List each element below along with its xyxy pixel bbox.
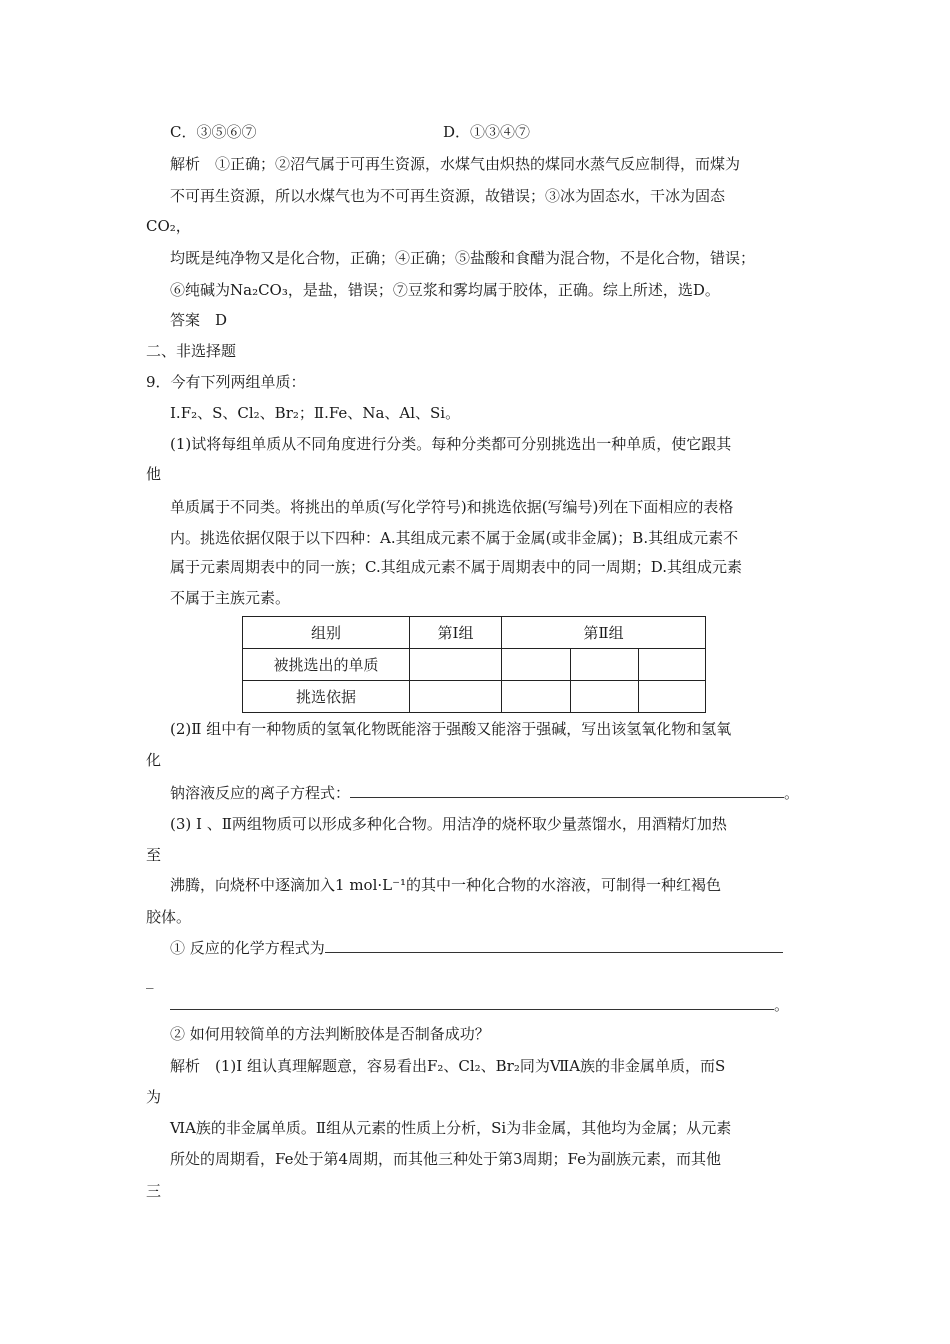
table-row-label: 被挑选出的单质 bbox=[243, 649, 410, 681]
table-header-group: 组别 bbox=[243, 617, 410, 649]
solution-line: ⅥA族的非金属单质。Ⅱ组从元素的性质上分析，Si为非金属，其他均为金属；从元素 bbox=[170, 1119, 732, 1137]
question-part2-line: 化 bbox=[146, 751, 162, 769]
table-header-group-2: 第Ⅱ组 bbox=[502, 617, 706, 649]
answer-cell[interactable] bbox=[639, 681, 706, 713]
question-part3-line: 至 bbox=[146, 846, 162, 864]
solution-line: 所处的周期看，Fe处于第4周期，而其他三种处于第3周期；Fe为副族元素，而其他 bbox=[170, 1150, 722, 1168]
question-part3-line: ② 如何用较简单的方法判断胶体是否制备成功？ bbox=[170, 1025, 490, 1043]
question-part1-line: (1)试将每组单质从不同角度进行分类。每种分类都可分别挑选出一种单质，使它跟其 bbox=[170, 435, 732, 453]
analysis-line: 不可再生资源，所以水煤气也为不可再生资源，故错误；③冰为固态水，干冰为固态 bbox=[170, 187, 726, 205]
question-part3-prompt: ① 反应的化学方程式为 bbox=[170, 939, 325, 957]
analysis-line: 解析 ①正确；②沼气属于可再生资源，水煤气由炽热的煤同水蒸气反应制得，而煤为 bbox=[170, 155, 741, 173]
question-part1-line: 单质属于不同类。将挑出的单质(写化学符号)和挑选依据(写编号)列在下面相应的表格 bbox=[170, 498, 734, 516]
question-part2-line: (2)Ⅱ 组中有一种物质的氢氧化物既能溶于强酸又能溶于强碱，写出该氢氧化物和氢氧 bbox=[170, 720, 732, 738]
answer-cell[interactable] bbox=[502, 649, 571, 681]
question-part3-line: 沸腾，向烧杯中逐滴加入1 mol·L⁻¹的其中一种化合物的水溶液，可制得一种红褐色 bbox=[170, 876, 722, 894]
table-header-group-1: 第Ⅰ组 bbox=[410, 617, 502, 649]
line-continuation: _ bbox=[146, 971, 154, 989]
question-part3-line bbox=[170, 938, 783, 958]
option-d: D．①③④⑦ bbox=[443, 123, 531, 141]
answer-table bbox=[242, 616, 706, 713]
period: 。 bbox=[784, 784, 800, 802]
answer-blank[interactable] bbox=[170, 995, 774, 1010]
question-part2-line bbox=[170, 783, 799, 803]
solution-line: 解析 (1)Ⅰ 组认真理解题意，容易看出F₂、Cl₂、Br₂同为ⅦA族的非金属单质，而S bbox=[170, 1057, 726, 1075]
question-part2-prompt: 钠溶液反应的离子方程式： bbox=[170, 784, 351, 802]
answer-blank[interactable] bbox=[350, 783, 784, 798]
answer-blank[interactable] bbox=[325, 938, 783, 953]
answer-cell[interactable] bbox=[571, 681, 639, 713]
analysis-line: 均既是纯净物又是化合物，正确；④正确；⑤盐酸和食醋为混合物，不是化合物，错误； bbox=[170, 249, 756, 267]
answer-cell[interactable] bbox=[571, 649, 639, 681]
question-part3-line: (3) Ⅰ 、Ⅱ两组物质可以形成多种化合物。用洁净的烧杯取少量蒸馏水，用酒精灯加热 bbox=[170, 815, 727, 833]
table-row-label: 挑选依据 bbox=[243, 681, 410, 713]
question-part1-line: 属于元素周期表中的同一族；C.其组成元素不属于周期表中的同一周期；D.其组成元素 bbox=[170, 558, 742, 576]
question-part1-line: 他 bbox=[146, 465, 162, 483]
solution-line: 三 bbox=[146, 1182, 162, 1200]
answer-cell[interactable] bbox=[410, 681, 502, 713]
question-9-groups: Ⅰ.F₂、S、Cl₂、Br₂；Ⅱ.Fe、Na、Al、Si。 bbox=[170, 404, 461, 422]
section-heading: 二、非选择题 bbox=[146, 342, 237, 360]
question-part1-line: 不属于主族元素。 bbox=[170, 589, 291, 607]
answer-cell[interactable] bbox=[410, 649, 502, 681]
analysis-line: ⑥纯碱为Na₂CO₃，是盐，错误；⑦豆浆和雾均属于胶体，正确。综上所述，选D。 bbox=[170, 281, 720, 299]
question-9-title: 9．今有下列两组单质： bbox=[146, 373, 306, 391]
question-part3-line bbox=[170, 995, 789, 1015]
answer-line: 答案 D bbox=[170, 311, 228, 329]
option-c: C．③⑤⑥⑦ bbox=[170, 123, 257, 141]
analysis-line: CO₂， bbox=[146, 217, 191, 235]
answer-cell[interactable] bbox=[502, 681, 571, 713]
period: 。 bbox=[774, 996, 790, 1014]
answer-cell[interactable] bbox=[639, 649, 706, 681]
question-part3-line: 胶体。 bbox=[146, 908, 192, 926]
question-part1-line: 内。挑选依据仅限于以下四种：A.其组成元素不属于金属(或非金属)；B.其组成元素不 bbox=[170, 529, 739, 547]
solution-line: 为 bbox=[146, 1088, 162, 1106]
